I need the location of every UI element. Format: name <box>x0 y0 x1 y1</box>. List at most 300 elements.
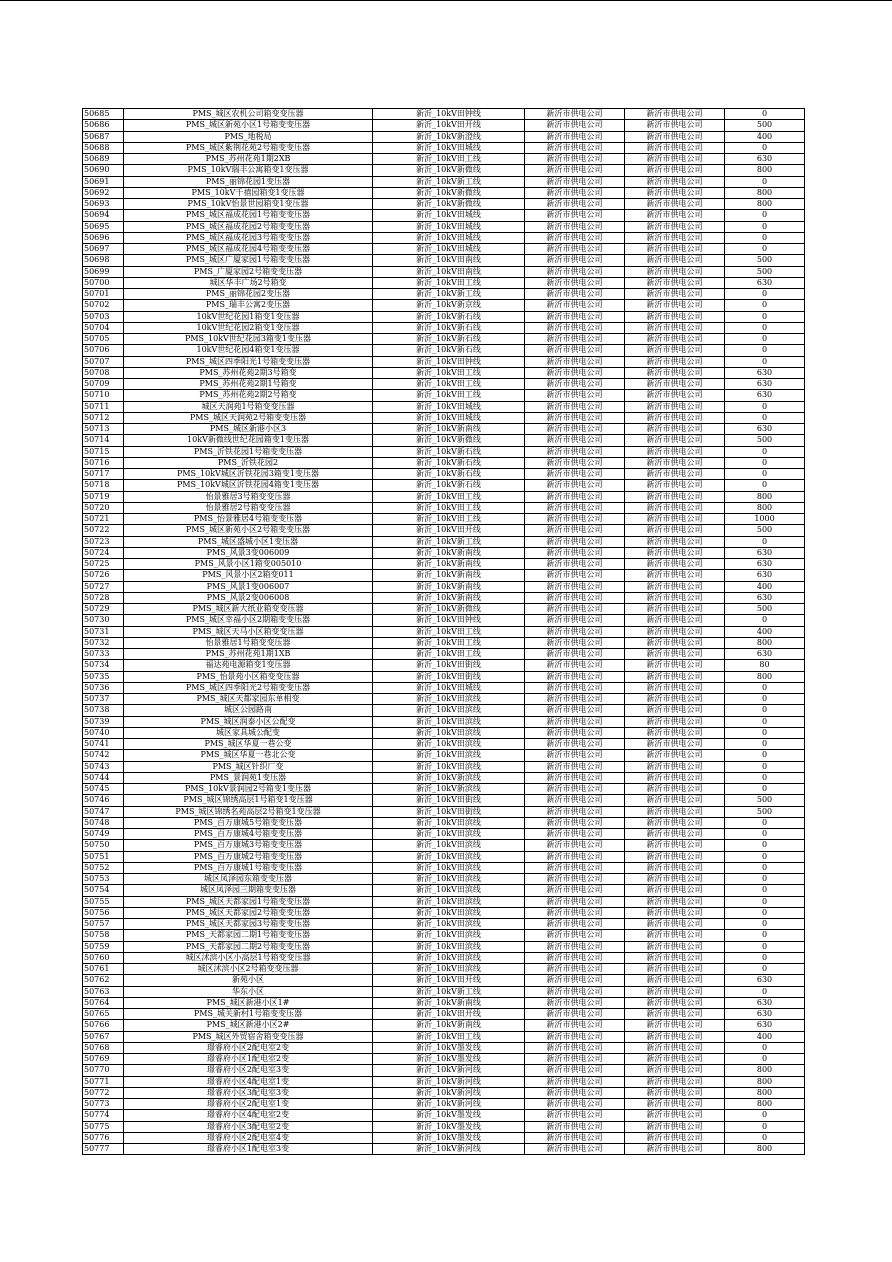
row-id-cell: 50707 <box>83 356 124 367</box>
transformer-name-cell: PMS_城区新港小区3 <box>124 424 373 435</box>
transformer-name-cell: PMS_丽锦花园1变压器 <box>124 176 373 187</box>
company-cell: 新沂市供电公司 <box>525 649 625 660</box>
company-cell: 新沂市供电公司 <box>525 772 625 783</box>
capacity-cell: 1000 <box>725 514 805 525</box>
company-cell: 新沂市供电公司 <box>625 547 725 558</box>
transformer-name-cell: PMS_城区锦绣高层1号箱变1变压器 <box>124 795 373 806</box>
company-cell: 新沂市供电公司 <box>625 300 725 311</box>
table-row <box>83 300 805 311</box>
company-cell: 新沂市供电公司 <box>625 1065 725 1076</box>
row-id-cell: 50698 <box>83 255 124 266</box>
table-row <box>83 1054 805 1065</box>
capacity-cell: 800 <box>725 637 805 648</box>
row-id-cell: 50719 <box>83 491 124 502</box>
transformer-name-cell: 城区沭滨小区2号箱变变压器 <box>124 964 373 975</box>
row-id-cell: 50690 <box>83 165 124 176</box>
feeder-line-cell: 新沂_10kV新微线 <box>373 435 525 446</box>
row-id-cell: 50768 <box>83 1042 124 1053</box>
feeder-line-cell: 新沂_10kV田工线 <box>373 502 525 513</box>
capacity-cell: 630 <box>725 559 805 570</box>
company-cell: 新沂市供电公司 <box>525 401 625 412</box>
company-cell: 新沂市供电公司 <box>525 322 625 333</box>
row-id-cell: 50732 <box>83 637 124 648</box>
company-cell: 新沂市供电公司 <box>625 244 725 255</box>
capacity-cell: 500 <box>725 435 805 446</box>
row-id-cell: 50773 <box>83 1099 124 1110</box>
feeder-line-cell: 新沂_10kV田城线 <box>373 244 525 255</box>
capacity-cell: 630 <box>725 975 805 986</box>
company-cell: 新沂市供电公司 <box>525 705 625 716</box>
table-row <box>83 120 805 131</box>
transformer-name-cell: 璟睿府小区4配电室2变 <box>124 1110 373 1121</box>
company-cell: 新沂市供电公司 <box>525 356 625 367</box>
table-row <box>83 232 805 243</box>
capacity-cell: 500 <box>725 806 805 817</box>
capacity-cell: 0 <box>725 300 805 311</box>
table-row <box>83 176 805 187</box>
capacity-cell: 0 <box>725 750 805 761</box>
company-cell: 新沂市供电公司 <box>525 930 625 941</box>
company-cell: 新沂市供电公司 <box>625 1099 725 1110</box>
company-cell: 新沂市供电公司 <box>525 142 625 153</box>
feeder-line-cell: 新沂_10kV田开线 <box>373 1009 525 1020</box>
table-row <box>83 896 805 907</box>
company-cell: 新沂市供电公司 <box>525 907 625 918</box>
feeder-line-cell: 新沂_10kV田工线 <box>373 514 525 525</box>
company-cell: 新沂市供电公司 <box>625 727 725 738</box>
feeder-line-cell: 新沂_10kV新微线 <box>373 187 525 198</box>
capacity-cell: 0 <box>725 919 805 930</box>
capacity-cell: 500 <box>725 266 805 277</box>
table-row <box>83 424 805 435</box>
company-cell: 新沂市供电公司 <box>525 975 625 986</box>
capacity-cell: 0 <box>725 829 805 840</box>
feeder-line-cell: 新沂_10kV田滨线 <box>373 750 525 761</box>
capacity-cell: 630 <box>725 997 805 1008</box>
feeder-line-cell: 新沂_10kV田滨线 <box>373 829 525 840</box>
feeder-line-cell: 新沂_10kV新微线 <box>373 199 525 210</box>
table-row <box>83 694 805 705</box>
feeder-line-cell: 新沂_10kV田工线 <box>373 626 525 637</box>
company-cell: 新沂市供电公司 <box>525 1099 625 1110</box>
row-id-cell: 50738 <box>83 705 124 716</box>
feeder-line-cell: 新沂_10kV新南线 <box>373 570 525 581</box>
table-row <box>83 570 805 581</box>
transformer-name-cell: PMS_苏州花苑1期1XB <box>124 649 373 660</box>
transformer-name-cell: PMS_景润苑1变压器 <box>124 772 373 783</box>
row-id-cell: 50713 <box>83 424 124 435</box>
feeder-line-cell: 新沂_10kV田滨线 <box>373 907 525 918</box>
transformer-name-cell: 璟睿府小区2配电室2变 <box>124 1042 373 1053</box>
company-cell: 新沂市供电公司 <box>625 750 725 761</box>
row-id-cell: 50776 <box>83 1132 124 1143</box>
company-cell: 新沂市供电公司 <box>625 1031 725 1042</box>
row-id-cell: 50754 <box>83 885 124 896</box>
table-row <box>83 502 805 513</box>
capacity-cell: 0 <box>725 244 805 255</box>
table-row <box>83 581 805 592</box>
table-row <box>83 379 805 390</box>
row-id-cell: 50716 <box>83 457 124 468</box>
row-id-cell: 50766 <box>83 1020 124 1031</box>
capacity-cell: 630 <box>725 379 805 390</box>
company-cell: 新沂市供电公司 <box>625 255 725 266</box>
feeder-line-cell: 新沂_10kV田街线 <box>373 671 525 682</box>
company-cell: 新沂市供电公司 <box>525 1121 625 1132</box>
capacity-cell: 0 <box>725 289 805 300</box>
table-row <box>83 817 805 828</box>
table-row <box>83 705 805 716</box>
transformer-name-cell: PMS_百万康城2号箱变变压器 <box>124 851 373 862</box>
transformer-name-cell: PMS_城区天都家园东单相变 <box>124 694 373 705</box>
capacity-cell: 0 <box>725 232 805 243</box>
row-id-cell: 50720 <box>83 502 124 513</box>
company-cell: 新沂市供电公司 <box>525 469 625 480</box>
capacity-cell: 0 <box>725 176 805 187</box>
transformer-name-cell: PMS_城区四季阳光2号箱变变压器 <box>124 682 373 693</box>
company-cell: 新沂市供电公司 <box>525 919 625 930</box>
feeder-line-cell: 新沂_10kV田工线 <box>373 277 525 288</box>
transformer-name-cell: PMS_怡景雅居4号箱变变压器 <box>124 514 373 525</box>
capacity-cell: 0 <box>725 401 805 412</box>
row-id-cell: 50741 <box>83 739 124 750</box>
company-cell: 新沂市供电公司 <box>525 626 625 637</box>
company-cell: 新沂市供电公司 <box>525 412 625 423</box>
feeder-line-cell: 新沂_10kV田滨线 <box>373 705 525 716</box>
transformer-name-cell: PMS_城区盛城小区1变压器 <box>124 536 373 547</box>
transformer-name-cell: PMS_苏州花苑2期1号箱变 <box>124 379 373 390</box>
feeder-line-cell: 新沂_10kV新南线 <box>373 997 525 1008</box>
feeder-line-cell: 新沂_10kV新石线 <box>373 446 525 457</box>
table-row <box>83 671 805 682</box>
company-cell: 新沂市供电公司 <box>525 390 625 401</box>
table-row <box>83 187 805 198</box>
feeder-line-cell: 新沂_10kV田开线 <box>373 525 525 536</box>
feeder-line-cell: 新沂_10kV田滨线 <box>373 739 525 750</box>
transformer-name-cell: PMS_地税局 <box>124 131 373 142</box>
table-row <box>83 862 805 873</box>
company-cell: 新沂市供电公司 <box>625 840 725 851</box>
company-cell: 新沂市供电公司 <box>525 289 625 300</box>
company-cell: 新沂市供电公司 <box>525 660 625 671</box>
table-row <box>83 907 805 918</box>
transformer-name-cell: 新苑小区 <box>124 975 373 986</box>
table-row <box>83 1042 805 1053</box>
company-cell: 新沂市供电公司 <box>625 817 725 828</box>
transformer-name-cell: PMS_10kV城区沂铁花园4箱变1变压器 <box>124 480 373 491</box>
row-id-cell: 50772 <box>83 1087 124 1098</box>
company-cell: 新沂市供电公司 <box>625 964 725 975</box>
table-row <box>83 1065 805 1076</box>
company-cell: 新沂市供电公司 <box>525 311 625 322</box>
company-cell: 新沂市供电公司 <box>625 581 725 592</box>
capacity-cell: 0 <box>725 896 805 907</box>
capacity-cell: 0 <box>725 322 805 333</box>
company-cell: 新沂市供电公司 <box>625 784 725 795</box>
row-id-cell: 50753 <box>83 874 124 885</box>
company-cell: 新沂市供电公司 <box>625 705 725 716</box>
table-row <box>83 390 805 401</box>
capacity-cell: 0 <box>725 221 805 232</box>
capacity-cell: 0 <box>725 469 805 480</box>
company-cell: 新沂市供电公司 <box>525 1054 625 1065</box>
feeder-line-cell: 新沂_10kV田城线 <box>373 221 525 232</box>
row-id-cell: 50693 <box>83 199 124 210</box>
row-id-cell: 50771 <box>83 1076 124 1087</box>
transformer-name-cell: 城区天润苑1号箱变变压器 <box>124 401 373 412</box>
transformer-name-cell: PMS_城关新村1号箱变变压器 <box>124 1009 373 1020</box>
transformer-name-cell: PMS_10kV千禧园箱变1变压器 <box>124 187 373 198</box>
feeder-line-cell: 新沂_10kV田城线 <box>373 412 525 423</box>
company-cell: 新沂市供电公司 <box>525 840 625 851</box>
transformer-name-cell: PMS_广厦家园2号箱变变压器 <box>124 266 373 277</box>
row-id-cell: 50717 <box>83 469 124 480</box>
company-cell: 新沂市供电公司 <box>525 637 625 648</box>
capacity-cell: 800 <box>725 1087 805 1098</box>
row-id-cell: 50762 <box>83 975 124 986</box>
company-cell: 新沂市供电公司 <box>625 986 725 997</box>
capacity-cell: 800 <box>725 1076 805 1087</box>
row-id-cell: 50730 <box>83 615 124 626</box>
capacity-cell: 630 <box>725 390 805 401</box>
company-cell: 新沂市供电公司 <box>625 221 725 232</box>
company-cell: 新沂市供电公司 <box>625 626 725 637</box>
table-row <box>83 356 805 367</box>
table-row <box>83 660 805 671</box>
company-cell: 新沂市供电公司 <box>525 131 625 142</box>
feeder-line-cell: 新沂_10kV墨发线 <box>373 1054 525 1065</box>
company-cell: 新沂市供电公司 <box>525 277 625 288</box>
company-cell: 新沂市供电公司 <box>525 997 625 1008</box>
transformer-name-cell: PMS_城区福成花园2号箱变变压器 <box>124 221 373 232</box>
capacity-cell: 0 <box>725 705 805 716</box>
feeder-line-cell: 新沂_10kV新石线 <box>373 480 525 491</box>
table-row <box>83 649 805 660</box>
company-cell: 新沂市供电公司 <box>625 1144 725 1155</box>
feeder-line-cell: 新沂_10kV田滨线 <box>373 694 525 705</box>
transformer-name-cell: 城区凤泽园三期箱变变压器 <box>124 885 373 896</box>
table-row <box>83 637 805 648</box>
feeder-line-cell: 新沂_10kV田滨线 <box>373 851 525 862</box>
company-cell: 新沂市供电公司 <box>625 716 725 727</box>
table-row <box>83 716 805 727</box>
row-id-cell: 50710 <box>83 390 124 401</box>
transformer-name-cell: PMS_苏州花苑2期3号箱变 <box>124 367 373 378</box>
company-cell: 新沂市供电公司 <box>625 165 725 176</box>
feeder-line-cell: 新沂_10kV墨发线 <box>373 1121 525 1132</box>
table-row <box>83 604 805 615</box>
transformer-name-cell: PMS_10kV怡景世园箱变1变压器 <box>124 199 373 210</box>
company-cell: 新沂市供电公司 <box>525 570 625 581</box>
transformer-name-cell: PMS_城区新苑小区2号箱变变压器 <box>124 525 373 536</box>
row-id-cell: 50742 <box>83 750 124 761</box>
feeder-line-cell: 新沂_10kV新工线 <box>373 986 525 997</box>
company-cell: 新沂市供电公司 <box>525 491 625 502</box>
feeder-line-cell: 新沂_10kV新河线 <box>373 1144 525 1155</box>
transformer-name-cell: 怡景雅居2号箱变变压器 <box>124 502 373 513</box>
feeder-line-cell: 新沂_10kV新石线 <box>373 345 525 356</box>
capacity-cell: 0 <box>725 862 805 873</box>
transformer-name-cell: PMS_城区福成花园3号箱变变压器 <box>124 232 373 243</box>
company-cell: 新沂市供电公司 <box>625 941 725 952</box>
row-id-cell: 50687 <box>83 131 124 142</box>
company-cell: 新沂市供电公司 <box>625 592 725 603</box>
feeder-line-cell: 新沂_10kV新南线 <box>373 547 525 558</box>
company-cell: 新沂市供电公司 <box>625 874 725 885</box>
row-id-cell: 50688 <box>83 142 124 153</box>
transformer-name-cell: 城区沭滨小区小高层1号箱变变压器 <box>124 952 373 963</box>
capacity-cell: 630 <box>725 277 805 288</box>
row-id-cell: 50714 <box>83 435 124 446</box>
table-row <box>83 772 805 783</box>
transformer-name-cell: PMS_风景小区2箱变011 <box>124 570 373 581</box>
transformer-table <box>82 108 805 1155</box>
capacity-cell: 0 <box>725 761 805 772</box>
table-row <box>83 592 805 603</box>
feeder-line-cell: 新沂_10kV新石线 <box>373 322 525 333</box>
capacity-cell: 800 <box>725 165 805 176</box>
transformer-name-cell: 怡景雅居3号箱变变压器 <box>124 491 373 502</box>
table-row <box>83 739 805 750</box>
company-cell: 新沂市供电公司 <box>525 727 625 738</box>
table-row <box>83 1099 805 1110</box>
table-row <box>83 840 805 851</box>
company-cell: 新沂市供电公司 <box>525 514 625 525</box>
table-row <box>83 761 805 772</box>
table-row <box>83 345 805 356</box>
row-id-cell: 50761 <box>83 964 124 975</box>
company-cell: 新沂市供电公司 <box>625 480 725 491</box>
transformer-name-cell: PMS_城区幸福小区2期箱变变压器 <box>124 615 373 626</box>
capacity-cell: 800 <box>725 1099 805 1110</box>
transformer-name-cell: PMS_城区新苑小区1号箱变变压器 <box>124 120 373 131</box>
feeder-line-cell: 新沂_10kV田滨线 <box>373 964 525 975</box>
feeder-line-cell: 新沂_10kV新南线 <box>373 424 525 435</box>
company-cell: 新沂市供电公司 <box>525 829 625 840</box>
row-id-cell: 50743 <box>83 761 124 772</box>
company-cell: 新沂市供电公司 <box>525 244 625 255</box>
company-cell: 新沂市供电公司 <box>625 525 725 536</box>
transformer-name-cell: 璟睿府小区2配电室3变 <box>124 1065 373 1076</box>
transformer-name-cell: PMS_百万康城3号箱变变压器 <box>124 840 373 851</box>
capacity-cell: 800 <box>725 491 805 502</box>
row-id-cell: 50729 <box>83 604 124 615</box>
feeder-line-cell: 新沂_10kV田工线 <box>373 649 525 660</box>
row-id-cell: 50748 <box>83 817 124 828</box>
row-id-cell: 50686 <box>83 120 124 131</box>
company-cell: 新沂市供电公司 <box>525 446 625 457</box>
company-cell: 新沂市供电公司 <box>525 784 625 795</box>
feeder-line-cell: 新沂_10kV新工线 <box>373 536 525 547</box>
feeder-line-cell: 新沂_10kV田滨线 <box>373 727 525 738</box>
row-id-cell: 50744 <box>83 772 124 783</box>
company-cell: 新沂市供电公司 <box>625 1121 725 1132</box>
row-id-cell: 50722 <box>83 525 124 536</box>
feeder-line-cell: 新沂_10kV新石线 <box>373 334 525 345</box>
transformer-name-cell: PMS_天都家园二期1号箱变变压器 <box>124 930 373 941</box>
capacity-cell: 630 <box>725 649 805 660</box>
transformer-name-cell: 城区凤泽园东箱变变压器 <box>124 874 373 885</box>
capacity-cell: 630 <box>725 592 805 603</box>
table-row <box>83 1110 805 1121</box>
table-row <box>83 525 805 536</box>
company-cell: 新沂市供电公司 <box>525 176 625 187</box>
row-id-cell: 50726 <box>83 570 124 581</box>
transformer-name-cell: PMS_城区四季阳光1号箱变变压器 <box>124 356 373 367</box>
company-cell: 新沂市供电公司 <box>625 671 725 682</box>
capacity-cell: 500 <box>725 120 805 131</box>
company-cell: 新沂市供电公司 <box>525 750 625 761</box>
feeder-line-cell: 新沂_10kV田工线 <box>373 637 525 648</box>
feeder-line-cell: 新沂_10kV新南线 <box>373 559 525 570</box>
company-cell: 新沂市供电公司 <box>525 739 625 750</box>
company-cell: 新沂市供电公司 <box>625 187 725 198</box>
company-cell: 新沂市供电公司 <box>625 851 725 862</box>
feeder-line-cell: 新沂_10kV新河线 <box>373 1076 525 1087</box>
transformer-name-cell: 10kV世纪花园2箱变1变压器 <box>124 322 373 333</box>
company-cell: 新沂市供电公司 <box>625 862 725 873</box>
company-cell: 新沂市供电公司 <box>625 1087 725 1098</box>
row-id-cell: 50697 <box>83 244 124 255</box>
table-row <box>83 975 805 986</box>
company-cell: 新沂市供电公司 <box>625 210 725 221</box>
company-cell: 新沂市供电公司 <box>625 154 725 165</box>
company-cell: 新沂市供电公司 <box>625 131 725 142</box>
company-cell: 新沂市供电公司 <box>525 964 625 975</box>
feeder-line-cell: 新沂_10kV田城线 <box>373 401 525 412</box>
feeder-line-cell: 新沂_10kV田钟线 <box>373 109 525 120</box>
row-id-cell: 50706 <box>83 345 124 356</box>
company-cell: 新沂市供电公司 <box>625 401 725 412</box>
row-id-cell: 50774 <box>83 1110 124 1121</box>
company-cell: 新沂市供电公司 <box>525 345 625 356</box>
table-row <box>83 289 805 300</box>
company-cell: 新沂市供电公司 <box>525 435 625 446</box>
table-row <box>83 491 805 502</box>
company-cell: 新沂市供电公司 <box>625 289 725 300</box>
table-row <box>83 457 805 468</box>
row-id-cell: 50750 <box>83 840 124 851</box>
row-id-cell: 50696 <box>83 232 124 243</box>
row-id-cell: 50685 <box>83 109 124 120</box>
company-cell: 新沂市供电公司 <box>525 165 625 176</box>
table-row <box>83 851 805 862</box>
company-cell: 新沂市供电公司 <box>525 1065 625 1076</box>
capacity-cell: 400 <box>725 1031 805 1042</box>
row-id-cell: 50757 <box>83 919 124 930</box>
company-cell: 新沂市供电公司 <box>625 491 725 502</box>
feeder-line-cell: 新沂_10kV新南线 <box>373 592 525 603</box>
feeder-line-cell: 新沂_10kV田工线 <box>373 154 525 165</box>
feeder-line-cell: 新沂_10kV新河线 <box>373 1087 525 1098</box>
page-top-rule <box>0 0 892 1</box>
company-cell: 新沂市供电公司 <box>625 615 725 626</box>
table-row <box>83 941 805 952</box>
feeder-line-cell: 新沂_10kV墨发线 <box>373 1110 525 1121</box>
transformer-name-cell: PMS_风景2变006008 <box>124 592 373 603</box>
transformer-name-cell: PMS_10kV城区沂铁花园3箱变1变压器 <box>124 469 373 480</box>
transformer-name-cell: PMS_城区润泰小区公配变 <box>124 716 373 727</box>
row-id-cell: 50775 <box>83 1121 124 1132</box>
feeder-line-cell: 新沂_10kV新澄线 <box>373 131 525 142</box>
feeder-line-cell: 新沂_10kV新南线 <box>373 581 525 592</box>
transformer-name-cell: PMS_城区天都家园2号箱变变压器 <box>124 907 373 918</box>
transformer-name-cell: 城区家具城公配变 <box>124 727 373 738</box>
feeder-line-cell: 新沂_10kV田街线 <box>373 806 525 817</box>
feeder-line-cell: 新沂_10kV田滨线 <box>373 817 525 828</box>
row-id-cell: 50752 <box>83 862 124 873</box>
table-body <box>83 109 805 1155</box>
